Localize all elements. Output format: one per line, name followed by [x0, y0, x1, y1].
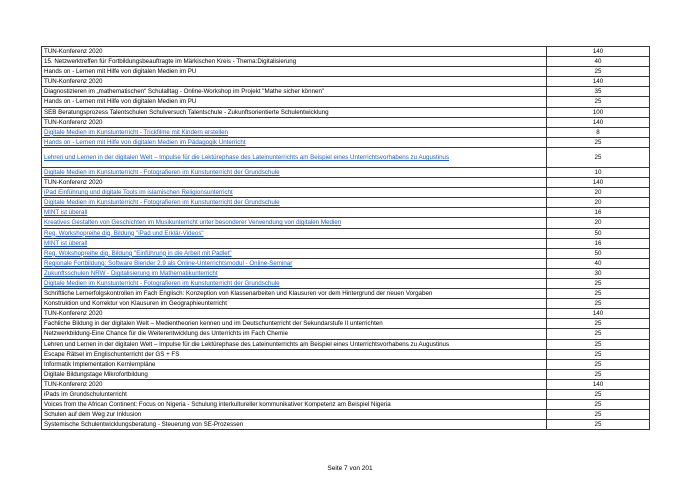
table-row: [42, 309, 650, 319]
participant-count: 25: [547, 147, 650, 167]
table-row: [42, 47, 650, 57]
participant-count: 100: [547, 107, 650, 117]
course-title-link[interactable]: Digitale Medien im Kunstunterricht - Fotografieren im Kunstunterricht der Grundschule: [42, 198, 547, 208]
course-title-link[interactable]: Reg. Wokshopreihe dig. Bildung "Einführung in die Arbeit mit Padlet": [42, 248, 547, 258]
table-row: [42, 67, 650, 77]
table-row: [42, 379, 650, 389]
course-title-link[interactable]: MINT ist überall: [42, 208, 547, 218]
course-title-link[interactable]: Digitale Medien im Kunstunterricht - Fotografieren im Kunstunterricht der Grundschule: [42, 167, 547, 177]
table-row: [42, 97, 650, 107]
table-row: [42, 339, 650, 349]
course-title: 15. Netzwerktreffen für Fortbildungsbeauftragte im Märkischen Kreis - Thema:Digitalisierung: [42, 57, 547, 67]
course-title: TUN-Konferenz 2020: [42, 178, 547, 188]
participant-count: 25: [547, 369, 650, 379]
table-row: [42, 369, 650, 379]
course-title: TUN-Konferenz 2020: [42, 77, 547, 87]
table-row: [42, 198, 650, 208]
course-title: iPads im Grundschulunterricht: [42, 390, 547, 400]
table-row: [42, 299, 650, 309]
participant-count: 25: [547, 349, 650, 359]
participant-count: 25: [547, 400, 650, 410]
course-table-body: [42, 47, 650, 430]
participant-count: 25: [547, 339, 650, 349]
course-title: Schriftliche Lernerfolgskontrollen im Fach Englisch: Konzeption von Klassenarbeiten und Klausuren vor dem Hintergrund der neuen Vorgaben: [42, 289, 547, 299]
table-row: [42, 268, 650, 278]
course-title-link[interactable]: Zukunftsschulen NRW - Digitalisierung im Mathematikunterricht: [42, 268, 547, 278]
participant-count: 25: [547, 410, 650, 420]
participant-count: 25: [547, 390, 650, 400]
course-title-link[interactable]: Kreatives Gestalten von Geschichten im Musikunterricht unter besonderer Verwendung von digitalen Medien: [42, 218, 547, 228]
course-title: TUN-Konferenz 2020: [42, 47, 547, 57]
table-row: [42, 57, 650, 67]
participant-count: 25: [547, 137, 650, 147]
table-row: [42, 218, 650, 228]
table-row: [42, 319, 650, 329]
participant-count: 30: [547, 268, 650, 278]
course-title: TUN-Konferenz 2020: [42, 117, 547, 127]
table-row: [42, 349, 650, 359]
participant-count: 8: [547, 127, 650, 137]
table-row: [42, 420, 650, 430]
course-title: Hands on - Lernen mit Hilfe von digitalen Medien im PU: [42, 67, 547, 77]
participant-count: 35: [547, 87, 650, 97]
course-title: TUN-Konferenz 2020: [42, 379, 547, 389]
course-title: Hands on - Lernen mit Hilfe von digitalen Medien im PU: [42, 97, 547, 107]
participant-count: 25: [547, 299, 650, 309]
table-row: [42, 147, 650, 167]
table-row: [42, 258, 650, 268]
table-row: [42, 400, 650, 410]
participant-count: 25: [547, 67, 650, 77]
course-title: Schulen auf dem Weg zur Inklusion: [42, 410, 547, 420]
course-title: Diagnostizieren im „mathematischen“ Schulalltag - Online-Workshop im Projekt "Mathe sicher können": [42, 87, 547, 97]
course-table: [41, 46, 650, 430]
course-title: Digitale Bildungstage Mikrofortbildung: [42, 369, 547, 379]
course-title: Lehren und Lernen in der digitalen Welt – Impulse für die Lektürephase des Lateinunterrichts am Beispiel eines Unterrichtsvorhabens zu Augustinus: [42, 339, 547, 349]
table-row: [42, 127, 650, 137]
participant-count: 25: [547, 319, 650, 329]
table-row: [42, 390, 650, 400]
participant-count: 25: [547, 359, 650, 369]
course-title: SEB Beratungsprozess Talentschulen Schulversuch Talentschule - Zukunftsorientierte Schulentwicklung: [42, 107, 547, 117]
participant-count: 140: [547, 379, 650, 389]
course-title: Fachliche Bildung in der digitalen Welt – Medientheorien kennen und im Deutschunterricht der Sekundarstufe II unterrichten: [42, 319, 547, 329]
table-row: [42, 238, 650, 248]
course-title: Konstruktion und Korrektur von Klausuren im Geographieunterricht: [42, 299, 547, 309]
course-title: Voices from the African Continent: Focus on Nigeria - Schulung interkultureller kommunikativer Kompetenz am Beispiel Nigeria: [42, 400, 547, 410]
course-title-link[interactable]: Digitale Medien im Kunstunterricht - Fotografieren im Kunstunterricht der Grundschule: [42, 278, 547, 288]
table-row: [42, 188, 650, 198]
participant-count: 25: [547, 420, 650, 430]
participant-count: 16: [547, 238, 650, 248]
course-title-link[interactable]: Lehren und Lernen in der digitalen Welt – Impulse für die Lektürephase des Lateinunterrichts am Beispiel eines Unterrichtsvorhabens zu Augustinus: [42, 147, 547, 167]
participant-count: 20: [547, 218, 650, 228]
participant-count: 40: [547, 258, 650, 268]
participant-count: 10: [547, 167, 650, 177]
course-title-link[interactable]: Regionale Fortbildung: Software Blender 2.9 als Online-Unterrichtsmodul - Online-Seminar: [42, 258, 547, 268]
course-title-link[interactable]: Hands on - Lernen mit Hilfe von digitalen Medien im Pädagogik Unterricht: [42, 137, 547, 147]
course-title: Informatik Implementation Kernlernpläne: [42, 359, 547, 369]
participant-count: 140: [547, 178, 650, 188]
course-title: TUN-Konferenz 2020: [42, 309, 547, 319]
participant-count: 140: [547, 47, 650, 57]
table-row: [42, 208, 650, 218]
table-row: [42, 77, 650, 87]
participant-count: 25: [547, 289, 650, 299]
participant-count: 25: [547, 329, 650, 339]
participant-count: 40: [547, 57, 650, 67]
table-row: [42, 329, 650, 339]
table-row: [42, 228, 650, 238]
table-row: [42, 359, 650, 369]
course-title-link[interactable]: MINT ist überall: [42, 238, 547, 248]
participant-count: 140: [547, 77, 650, 87]
table-row: [42, 107, 650, 117]
participant-count: 50: [547, 248, 650, 258]
table-row: [42, 278, 650, 288]
table-row: [42, 117, 650, 127]
page-number: Seite 7 von 201: [327, 465, 373, 472]
table-row: [42, 137, 650, 147]
participant-count: 25: [547, 278, 650, 288]
course-title: Escape Rätsel im Englischunterricht der GS + FS: [42, 349, 547, 359]
table-row: [42, 167, 650, 177]
table-row: [42, 178, 650, 188]
course-title-link[interactable]: iPad Einführung und digitale Tools im islamischen Religionsunterricht: [42, 188, 547, 198]
participant-count: 50: [547, 228, 650, 238]
table-row: [42, 248, 650, 258]
participant-count: 16: [547, 208, 650, 218]
table-row: [42, 87, 650, 97]
participant-count: 20: [547, 198, 650, 208]
course-title-link[interactable]: Reg. Workshopreihe dig. Bildung "iPad und Erklär-Videos": [42, 228, 547, 238]
table-row: [42, 289, 650, 299]
course-title-link[interactable]: Digitale Medien im Kunstunterricht - Trickfilme mit Kindern erstellen: [42, 127, 547, 137]
participant-count: 140: [547, 309, 650, 319]
course-title: Netzwerkbildung-Eine Chance für die Weiterentwicklung des Unterrichts im Fach Chemie: [42, 329, 547, 339]
table-row: [42, 410, 650, 420]
participant-count: 25: [547, 97, 650, 107]
participant-count: 140: [547, 117, 650, 127]
course-title: Systemische Schulentwicklungsberatung - Steuerung von SE-Prozessen: [42, 420, 547, 430]
participant-count: 20: [547, 188, 650, 198]
